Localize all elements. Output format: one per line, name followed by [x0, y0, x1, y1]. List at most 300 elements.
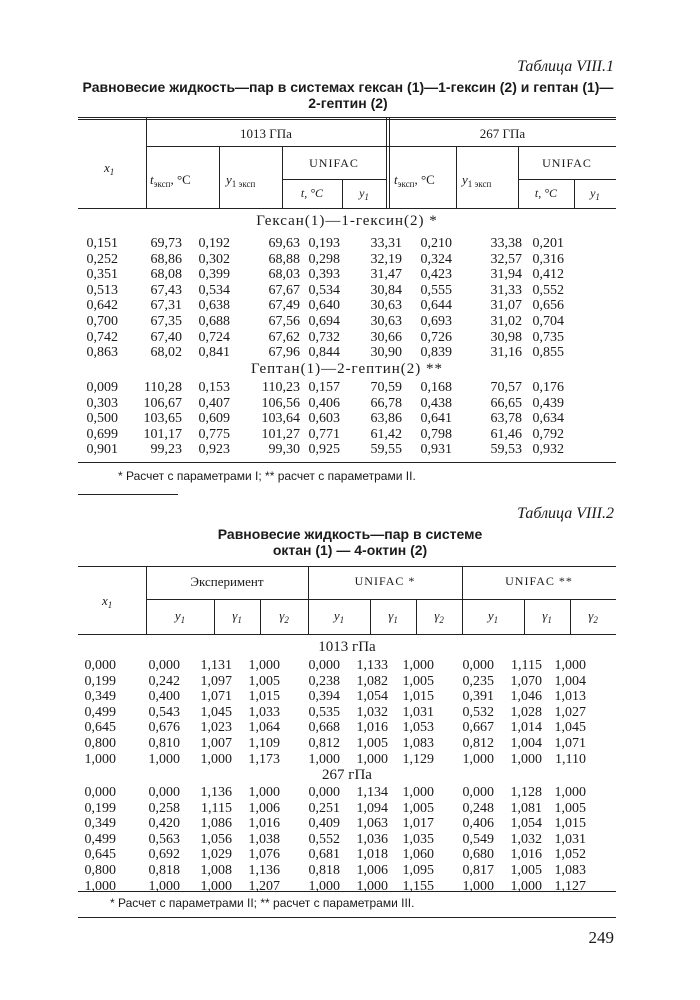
table-cell: 1,000 — [356, 878, 388, 894]
table-cell: 1,000 — [148, 751, 180, 767]
table-cell: 1,000 — [510, 878, 542, 894]
table-cell: 1,000 — [356, 751, 388, 767]
table-cell: 1,036 — [356, 831, 388, 847]
table-cell: 0,324 — [420, 251, 452, 267]
table-cell: 0,420 — [148, 816, 180, 832]
table-cell: 0,841 — [198, 345, 230, 361]
table-cell: 1,000 — [200, 878, 232, 894]
table2-header-g2-u2: $\gamma_2$ — [588, 608, 598, 625]
table-cell: 67,56 — [268, 313, 300, 329]
table-cell: 0,393 — [308, 267, 340, 283]
table-cell: 0,818 — [308, 862, 340, 878]
table-cell: 103,64 — [261, 411, 300, 427]
table-cell: 1,029 — [200, 847, 232, 863]
table-cell: 68,03 — [268, 267, 300, 283]
table-cell: 1,056 — [200, 831, 232, 847]
table-cell: 1,000 — [554, 658, 586, 673]
table-cell: 0,667 — [462, 720, 494, 736]
table-cell: 59,55 — [370, 442, 402, 458]
table-cell: 68,02 — [150, 345, 182, 361]
table2-header-g1-u1: $\gamma_1$ — [388, 608, 398, 625]
table-cell: 1,005 — [402, 800, 434, 816]
table-cell: 67,35 — [150, 313, 182, 329]
table1-number: Таблица VIII.1 — [517, 58, 614, 75]
table-cell: 110,28 — [144, 380, 182, 395]
table-cell: 70,59 — [370, 380, 402, 395]
table-cell: 0,552 — [308, 831, 340, 847]
table1-title-line1: Равновесие жидкость—пар в системах гексан (1)—1-гексин (2) и гептан (1)— — [82, 79, 614, 95]
table-cell: 0,499 — [84, 831, 116, 847]
table-cell: 0,400 — [148, 689, 180, 705]
table-cell: 0,676 — [148, 720, 180, 736]
table-row — [78, 863, 586, 879]
table1-header-unifac-y-left: $y_1$ — [359, 186, 369, 202]
table-row — [78, 816, 586, 832]
table-cell: 0,238 — [308, 673, 340, 689]
table-cell: 1,008 — [200, 862, 232, 878]
table-cell: 0,603 — [308, 411, 340, 427]
table-cell: 0,000 — [462, 658, 494, 673]
table1-header-yexp-left: $y_{1 эксп}$ — [226, 172, 256, 189]
table1-footnote-rule — [78, 494, 178, 495]
table-cell: 0,251 — [308, 800, 340, 816]
table-cell: 30,84 — [370, 282, 402, 298]
table-cell: 1,063 — [356, 816, 388, 832]
table-cell: 0,645 — [84, 720, 116, 736]
table-cell: 0,724 — [198, 329, 230, 345]
table-cell: 1,031 — [554, 831, 586, 847]
table-cell: 67,67 — [268, 282, 300, 298]
table-row — [78, 267, 564, 283]
table-cell: 0,901 — [86, 442, 118, 458]
table-cell: 1,097 — [200, 673, 232, 689]
table-cell: 1,207 — [248, 878, 280, 894]
table1-header-unifac-t-right: t, °С — [534, 186, 558, 200]
table-cell: 0,704 — [532, 313, 564, 329]
table-cell: 1,155 — [402, 878, 434, 894]
table-cell: 1,000 — [308, 751, 340, 767]
table-cell: 1,083 — [402, 735, 434, 751]
table-cell: 0,839 — [420, 345, 452, 361]
table-cell: 0,201 — [532, 236, 564, 251]
table1-header-unifac-right: UNIFAC — [542, 156, 592, 170]
table-cell: 31,16 — [490, 345, 522, 361]
table-cell: 0,680 — [462, 847, 494, 863]
table2-rows1 — [78, 658, 586, 767]
table-cell: 1,013 — [554, 689, 586, 705]
table1-rule-unifac-left — [282, 179, 386, 180]
table-cell: 1,004 — [510, 735, 542, 751]
table-cell: 67,96 — [268, 345, 300, 361]
table-cell: 1,115 — [201, 800, 232, 816]
table-row — [78, 345, 564, 361]
table-cell: 0,931 — [420, 442, 452, 458]
table-cell: 1,005 — [356, 735, 388, 751]
table-cell: 0,543 — [148, 704, 180, 720]
table-cell: 1,005 — [554, 800, 586, 816]
table-cell: 0,640 — [308, 298, 340, 314]
table-cell: 0,302 — [198, 251, 230, 267]
table-cell: 0,153 — [198, 380, 230, 395]
table-cell: 0,303 — [86, 395, 118, 411]
table-cell: 68,08 — [150, 267, 182, 283]
table-cell: 0,298 — [308, 251, 340, 267]
table-cell: 1,000 — [84, 751, 116, 767]
table-cell: 0,000 — [148, 658, 180, 673]
table1-bottom-rule — [78, 462, 616, 463]
table-cell: 99,30 — [268, 442, 300, 458]
table-cell: 1,136 — [200, 785, 232, 800]
table-cell: 1,005 — [510, 862, 542, 878]
table1-header-unifac-y-right: $y_1$ — [590, 186, 600, 202]
table2-footnote: * Расчет с параметрами II; ** расчет с параметрами III. — [110, 896, 415, 910]
table-cell: 0,000 — [84, 658, 116, 673]
table-cell: 30,63 — [370, 298, 402, 314]
table-cell: 1,115 — [511, 658, 542, 673]
table1-title-line2: 2-гептин (2) — [308, 95, 388, 111]
table-cell: 1,000 — [462, 878, 494, 894]
table-cell: 1,131 — [200, 658, 232, 673]
table2-number: Таблица VIII.2 — [517, 505, 614, 522]
table-cell: 0,668 — [308, 720, 340, 736]
table-cell: 1,033 — [248, 704, 280, 720]
table-cell: 0,157 — [308, 380, 340, 395]
table-cell: 0,423 — [420, 267, 452, 283]
table-cell: 0,771 — [308, 426, 340, 442]
table-cell: 0,199 — [84, 800, 116, 816]
table-cell: 1,015 — [402, 689, 434, 705]
table-cell: 0,692 — [148, 847, 180, 863]
table-cell: 0,192 — [198, 236, 230, 251]
table-cell: 106,56 — [261, 395, 300, 411]
table-row — [78, 801, 586, 817]
table-cell: 1,083 — [554, 862, 586, 878]
table-row — [78, 720, 586, 736]
table-cell: 0,500 — [86, 411, 118, 427]
table-cell: 61,46 — [490, 426, 522, 442]
table-row — [78, 396, 564, 412]
table-cell: 1,016 — [356, 720, 388, 736]
table-cell: 0,406 — [462, 816, 494, 832]
table-cell: 0,399 — [198, 267, 230, 283]
table2-header-g1-exp: $\gamma_1$ — [232, 608, 242, 625]
table-cell: 1,035 — [402, 831, 434, 847]
table-cell: 0,412 — [532, 267, 564, 283]
table-cell: 0,193 — [308, 236, 340, 251]
table-cell: 0,855 — [532, 345, 564, 361]
table-row — [78, 442, 564, 458]
table-cell: 1,046 — [510, 689, 542, 705]
table-cell: 67,49 — [268, 298, 300, 314]
table-cell: 0,818 — [148, 862, 180, 878]
table-cell: 30,90 — [370, 345, 402, 361]
table2-header-experiment: Эксперимент — [190, 574, 264, 589]
table1-body1 — [78, 236, 564, 361]
table2-title-line1: Равновесие жидкость—пар в системе — [217, 526, 483, 542]
table-cell: 1,071 — [554, 735, 586, 751]
table-cell: 0,925 — [308, 442, 340, 458]
table-cell: 0,742 — [86, 329, 118, 345]
table-cell: 0,248 — [462, 800, 494, 816]
table-cell: 1,000 — [248, 658, 280, 673]
table-cell: 69,63 — [268, 236, 300, 251]
table-cell: 1,060 — [402, 847, 434, 863]
table-cell: 0,351 — [86, 267, 118, 283]
table-cell: 1,000 — [200, 751, 232, 767]
table2-title-line2: октан (1) — 4-октин (2) — [272, 542, 428, 558]
table-cell: 33,38 — [490, 236, 522, 251]
table-cell: 31,07 — [490, 298, 522, 314]
table-cell: 0,693 — [420, 313, 452, 329]
table1-rule-pressure — [146, 146, 616, 147]
table-cell: 1,016 — [510, 847, 542, 863]
table-row — [78, 411, 564, 427]
table-cell: 0,210 — [420, 236, 452, 251]
table-row — [78, 847, 586, 863]
table-cell: 0,549 — [462, 831, 494, 847]
table-cell: 110,23 — [262, 380, 300, 395]
table-cell: 0,499 — [84, 704, 116, 720]
table-cell: 1,028 — [510, 704, 542, 720]
table1-header-unifac-left: UNIFAC — [309, 156, 359, 170]
table2-header-rule — [78, 634, 616, 635]
table-cell: 0,252 — [86, 251, 118, 267]
table-cell: 1,109 — [248, 735, 280, 751]
table1-rows2 — [78, 380, 564, 458]
table-cell: 99,23 — [150, 442, 182, 458]
table-cell: 1,016 — [248, 816, 280, 832]
table-cell: 1,005 — [248, 673, 280, 689]
table2-header-x1: $x_1$ — [102, 593, 113, 610]
table-cell: 30,66 — [370, 329, 402, 345]
table2-header-g2-exp: $\gamma_2$ — [279, 608, 289, 625]
table2-header-g1-u2: $\gamma_1$ — [542, 608, 552, 625]
table-cell: 0,681 — [308, 847, 340, 863]
table1-header-pressure-left: 1013 ГПа — [240, 126, 292, 141]
table-cell: 63,86 — [370, 411, 402, 427]
table1-vrule-5a — [386, 118, 387, 208]
table-cell: 33,31 — [370, 236, 402, 251]
table-cell: 0,000 — [84, 785, 116, 800]
table1-rows1 — [78, 236, 564, 361]
table-cell: 0,235 — [462, 673, 494, 689]
table-cell: 0,735 — [532, 329, 564, 345]
table-cell: 0,555 — [420, 282, 452, 298]
table-cell: 1,053 — [402, 720, 434, 736]
table2-rows2 — [78, 785, 586, 894]
table2-header-y1-u1: $y_1$ — [333, 608, 345, 625]
table2-header-y1-exp: $y_1$ — [174, 608, 186, 625]
table-cell: 101,27 — [261, 426, 300, 442]
table-cell: 32,57 — [490, 251, 522, 267]
table-row — [78, 298, 564, 314]
table1-rule-unifac-right — [518, 179, 616, 180]
table-cell: 1,110 — [555, 751, 586, 767]
table2-header-y1-u2: $y_1$ — [487, 608, 499, 625]
table-cell: 70,57 — [490, 380, 522, 395]
table-row — [78, 283, 564, 299]
table-cell: 1,000 — [402, 785, 434, 800]
table-cell: 63,78 — [490, 411, 522, 427]
table-cell: 1,017 — [402, 816, 434, 832]
table-cell: 0,645 — [84, 847, 116, 863]
table-cell: 1,129 — [402, 751, 434, 767]
table-row — [78, 832, 586, 848]
table-row — [78, 658, 586, 674]
table2-title — [130, 526, 570, 558]
table-cell: 1,128 — [510, 785, 542, 800]
table1-header-unifac-t-left: t, °С — [300, 186, 324, 200]
table-cell: 67,43 — [150, 282, 182, 298]
table-cell: 31,47 — [370, 267, 402, 283]
table2-body2 — [78, 785, 586, 894]
table-cell: 0,349 — [84, 816, 116, 832]
table-cell: 1,045 — [200, 704, 232, 720]
table-cell: 0,844 — [308, 345, 340, 361]
table-cell: 1,000 — [462, 751, 494, 767]
table-cell: 69,73 — [150, 236, 182, 251]
table-cell: 1,032 — [510, 831, 542, 847]
table-cell: 1,045 — [554, 720, 586, 736]
table-row — [78, 785, 586, 801]
table-cell: 31,94 — [490, 267, 522, 283]
table2-top-rule — [78, 566, 616, 567]
table-cell: 0,535 — [308, 704, 340, 720]
table1-vrule-2 — [219, 146, 220, 208]
table2-group-rule — [146, 599, 616, 600]
table1-body2 — [78, 380, 564, 458]
table-cell: 0,513 — [86, 282, 118, 298]
table-cell: 1,000 — [248, 785, 280, 800]
table-cell: 30,98 — [490, 329, 522, 345]
table-cell: 0,176 — [532, 380, 564, 395]
table-cell: 67,40 — [150, 329, 182, 345]
table-cell: 0,407 — [198, 395, 230, 411]
table-cell: 0,563 — [148, 831, 180, 847]
table-cell: 1,127 — [554, 878, 586, 894]
table-cell: 0,199 — [84, 673, 116, 689]
table-cell: 1,173 — [248, 751, 280, 767]
table-cell: 1,007 — [200, 735, 232, 751]
table-row — [78, 330, 564, 346]
table2-header-unifac2: UNIFAC ** — [505, 574, 573, 588]
table-cell: 31,33 — [490, 282, 522, 298]
table-cell: 1,054 — [510, 816, 542, 832]
table-cell: 1,014 — [510, 720, 542, 736]
table-cell: 0,406 — [308, 395, 340, 411]
table-row — [78, 314, 564, 330]
table-cell: 1,076 — [248, 847, 280, 863]
table1-header-rule — [78, 208, 616, 209]
table-row — [78, 689, 586, 705]
table-cell: 59,53 — [490, 442, 522, 458]
table-cell: 0,394 — [308, 689, 340, 705]
table-cell: 0,798 — [420, 426, 452, 442]
table-cell: 1,004 — [554, 673, 586, 689]
table-cell: 1,000 — [308, 878, 340, 894]
table1-title — [78, 79, 618, 111]
table-cell: 1,038 — [248, 831, 280, 847]
table-cell: 61,42 — [370, 426, 402, 442]
table-cell: 0,439 — [532, 395, 564, 411]
table-row — [78, 752, 586, 768]
table-cell: 68,88 — [268, 251, 300, 267]
table-cell: 0,923 — [198, 442, 230, 458]
table-cell: 68,86 — [150, 251, 182, 267]
table-cell: 1,094 — [356, 800, 388, 816]
table1-header-pressure-right: 267 ГПа — [479, 126, 526, 141]
table-cell: 1,052 — [554, 847, 586, 863]
table-cell: 0,151 — [86, 236, 118, 251]
table-cell: 0,000 — [308, 785, 340, 800]
table-cell: 0,700 — [86, 313, 118, 329]
table-cell: 0,863 — [86, 345, 118, 361]
table2-body1 — [78, 658, 586, 767]
table-cell: 101,17 — [143, 426, 182, 442]
table-cell: 0,642 — [86, 298, 118, 314]
table-row — [78, 879, 586, 895]
table-cell: 0,817 — [462, 862, 494, 878]
table1-section1-title: Гексан(1)—1-гексин(2) * — [256, 213, 438, 229]
table2-section1-title: 1013 гПа — [318, 639, 376, 655]
table-cell: 0,532 — [462, 704, 494, 720]
table-cell: 30,63 — [370, 313, 402, 329]
table-cell: 0,638 — [198, 298, 230, 314]
table1-footnote: * Расчет с параметрами I; ** расчет с параметрами II. — [118, 469, 416, 483]
table2-header-g2-u1: $\gamma_2$ — [434, 608, 444, 625]
table-cell: 1,006 — [248, 800, 280, 816]
table-cell: 0,812 — [308, 735, 340, 751]
table-cell: 0,258 — [148, 800, 180, 816]
table-cell: 1,000 — [148, 878, 180, 894]
table-cell: 1,081 — [510, 800, 542, 816]
table-cell: 1,032 — [356, 704, 388, 720]
table-cell: 0,391 — [462, 689, 494, 705]
table1-header-texp-left: $t_{эксп}$, °С — [150, 172, 191, 189]
table-cell: 0,800 — [84, 862, 116, 878]
table-cell: 0,800 — [84, 735, 116, 751]
table1-top-rule-2 — [78, 119, 616, 120]
table-cell: 1,064 — [248, 720, 280, 736]
table-cell: 1,006 — [356, 862, 388, 878]
table-cell: 0,634 — [532, 411, 564, 427]
table-cell: 1,027 — [554, 704, 586, 720]
table-cell: 0,000 — [148, 785, 180, 800]
table-cell: 0,732 — [308, 329, 340, 345]
table-cell: 0,534 — [308, 282, 340, 298]
table-cell: 1,015 — [248, 689, 280, 705]
table-cell: 1,071 — [200, 689, 232, 705]
table-cell: 1,095 — [402, 862, 434, 878]
table-cell: 1,031 — [402, 704, 434, 720]
table-cell: 1,136 — [248, 862, 280, 878]
table-cell: 103,65 — [143, 411, 182, 427]
table-cell: 0,552 — [532, 282, 564, 298]
table-row — [78, 427, 564, 443]
table1-vrule-6 — [456, 146, 457, 208]
table-cell: 32,19 — [370, 251, 402, 267]
table-cell: 31,02 — [490, 313, 522, 329]
table-row — [78, 736, 586, 752]
table-cell: 0,644 — [420, 298, 452, 314]
table2-footnote-rule — [78, 917, 616, 918]
table-cell: 0,409 — [308, 816, 340, 832]
table-cell: 0,656 — [532, 298, 564, 314]
table-cell: 0,812 — [462, 735, 494, 751]
table-cell: 1,133 — [356, 658, 388, 673]
table-cell: 66,65 — [490, 395, 522, 411]
table-cell: 1,086 — [200, 816, 232, 832]
